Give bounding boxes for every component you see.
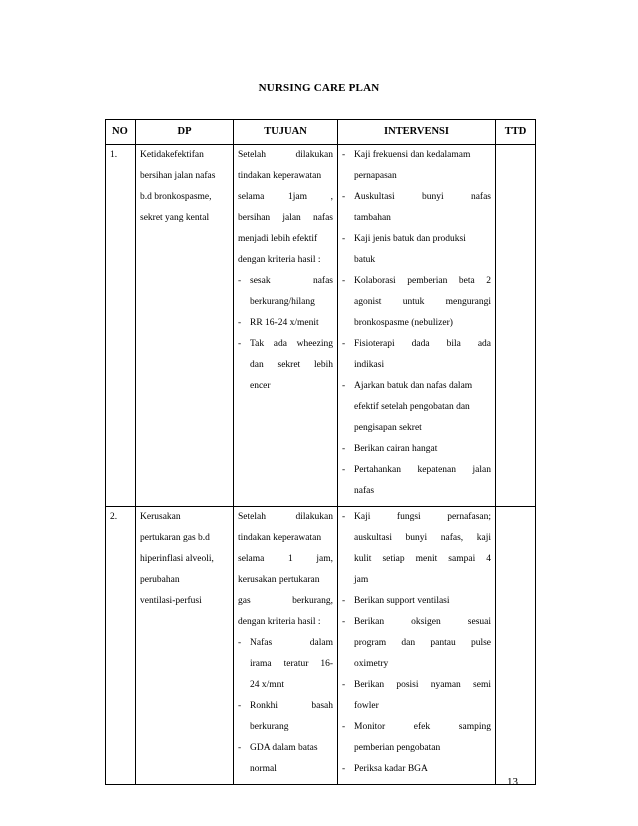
diagnosis-line: pertukaran gas b.d — [140, 533, 210, 543]
intervention-line: bronkospasme (nebulizer) — [354, 318, 453, 328]
signature-cell — [496, 507, 536, 785]
diagnosis-line: perubahan — [140, 575, 180, 585]
diagnosis-line: ventilasi-perfusi — [140, 596, 202, 606]
diagnosis-line: hiperinflasi alveoli, — [140, 554, 214, 564]
header-no: NO — [106, 120, 136, 145]
criteria-line: encer — [250, 381, 271, 391]
intervention-item — [342, 675, 491, 717]
criteria-item: - Ronkhi basah berkurang — [238, 696, 333, 738]
intervention-item — [342, 717, 491, 759]
intervention-line: kulit setiap menit sampai 4 — [354, 554, 491, 564]
criteria-item: - Nafas dalam irama teratur 16- 24 x/mnt — [238, 633, 333, 696]
table-row — [106, 145, 536, 507]
criteria-item: - sesak nafas berkurang/hilang — [238, 271, 333, 313]
criteria-line: 24 x/mnt — [250, 680, 285, 690]
intervention-line: - Periksa kadar BGA — [354, 764, 428, 774]
intervention-cell — [338, 145, 496, 507]
goal-line: dengan kriteria hasil : — [238, 255, 321, 265]
intervention-line: agonist untuk mengurangi — [354, 297, 491, 307]
goal-line: kerusakan pertukaran — [238, 575, 320, 585]
intervention-line: tambahan — [354, 213, 391, 223]
criteria-line: RR 16-24 x/menit — [250, 318, 319, 328]
intervention-line: efektif setelah pengobatan dan — [354, 402, 470, 412]
criteria-line: irama teratur 16- — [250, 659, 333, 669]
intervention-line: - Berikan posisi nyaman semi — [354, 680, 491, 690]
criteria-item: - RR 16-24 x/menit — [238, 313, 333, 334]
diagnosis-line: sekret yang kental — [140, 213, 210, 223]
diagnosis-cell — [136, 507, 234, 785]
intervention-line: - Monitor efek samping — [354, 722, 491, 732]
intervention-line: auskultasi bunyi nafas, kaji — [354, 533, 491, 543]
criteria-line: GDA dalam batas — [250, 743, 318, 753]
criteria-line: Nafas dalam — [250, 638, 333, 648]
diagnosis-line: b.d bronkospasme, — [140, 192, 212, 202]
goal-line: selama 1 jam, — [238, 554, 333, 564]
intervention-line: - Kolaborasi pemberian beta 2 — [354, 276, 491, 286]
care-plan-table — [105, 119, 536, 785]
goal-line: selama 1jam , — [238, 192, 333, 202]
goal-line: Setelah dilakukan — [238, 512, 333, 522]
intervention-line: pemberian pengobatan — [354, 743, 441, 753]
header-dp: DP — [136, 120, 234, 145]
intervention-line: program dan pantau pulse — [354, 638, 491, 648]
criteria-line: berkurang — [250, 722, 289, 732]
intervention-line: - Pertahankan kepatenan jalan — [354, 465, 491, 475]
goal-line: tindakan keperawatan — [238, 171, 322, 181]
intervention-line: - Fisioterapi dada bila ada — [354, 339, 491, 349]
table-row — [106, 507, 536, 785]
goal-cell — [234, 507, 338, 785]
diagnosis-cell — [136, 145, 234, 507]
intervention-line: - Berikan oksigen sesuai — [354, 617, 491, 627]
intervention-item — [342, 591, 491, 612]
intervention-line: - Auskultasi bunyi nafas — [354, 192, 491, 202]
intervention-item — [342, 187, 491, 229]
criteria-line: sesak nafas — [250, 276, 333, 286]
header-ttd: TTD — [496, 120, 536, 145]
goal-line: dengan kriteria hasil : — [238, 617, 321, 627]
intervention-line: batuk — [354, 255, 376, 265]
intervention-line: - Kaji frekuensi dan kedalamam — [354, 150, 471, 160]
intervention-item — [342, 271, 491, 334]
criteria-list — [238, 633, 333, 780]
criteria-item: - Tak ada wheezing dan sekret lebih encer — [238, 334, 333, 397]
goal-line: menjadi lebih efektif — [238, 234, 318, 244]
intervention-list — [342, 145, 491, 502]
intervention-item — [342, 439, 491, 460]
intervention-line: - Ajarkan batuk dan nafas dalam — [354, 381, 473, 391]
intervention-cell — [338, 507, 496, 785]
criteria-line: Tak ada wheezing — [250, 339, 333, 349]
header-intervensi: INTERVENSI — [338, 120, 496, 145]
intervention-line: - Kaji jenis batuk dan produksi — [354, 234, 466, 244]
intervention-item — [342, 612, 491, 675]
diagnosis-line: Kerusakan — [140, 512, 181, 522]
goal-line: bersihan jalan nafas — [238, 213, 333, 223]
header-tujuan: TUJUAN — [234, 120, 338, 145]
intervention-line: nafas — [354, 486, 375, 496]
page-title: NURSING CARE PLAN — [258, 82, 380, 94]
intervention-item — [342, 507, 491, 591]
intervention-line: pengisapan sekret — [354, 423, 422, 433]
intervention-line: fowler — [354, 701, 379, 711]
signature-cell — [496, 145, 536, 507]
criteria-list — [238, 271, 333, 397]
criteria-line: Ronkhi basah — [250, 701, 333, 711]
intervention-line: - Berikan support ventilasi — [354, 596, 450, 606]
intervention-line: - Kaji fungsi pernafasan; — [354, 512, 491, 522]
intervention-line: oximetry — [354, 659, 389, 669]
intervention-item — [342, 229, 491, 271]
intervention-list — [342, 507, 491, 780]
criteria-line: dan sekret lebih — [250, 360, 333, 370]
criteria-item: - GDA dalam batas normal — [238, 738, 333, 780]
intervention-line: - Berikan cairan hangat — [354, 444, 438, 454]
criteria-line: normal — [250, 764, 277, 774]
diagnosis-line: bersihan jalan nafas — [140, 171, 216, 181]
goal-line: tindakan keperawatan — [238, 533, 322, 543]
intervention-item — [342, 460, 491, 502]
intervention-line: pernapasan — [354, 171, 397, 181]
row-number: 1. — [106, 145, 136, 507]
intervention-item — [342, 145, 491, 187]
intervention-item — [342, 759, 491, 780]
diagnosis-line: Ketidakefektifan — [140, 150, 204, 160]
intervention-item — [342, 376, 491, 439]
goal-line: gas berkurang, — [238, 596, 333, 606]
intervention-line: indikasi — [354, 360, 385, 370]
goal-line: Setelah dilakukan — [238, 150, 333, 160]
row-number: 2. — [106, 507, 136, 785]
intervention-line: jam — [354, 575, 369, 585]
criteria-line: berkurang/hilang — [250, 297, 315, 307]
page-number: 13 — [507, 776, 518, 788]
table-header-row — [106, 120, 536, 145]
goal-cell — [234, 145, 338, 507]
intervention-item — [342, 334, 491, 376]
